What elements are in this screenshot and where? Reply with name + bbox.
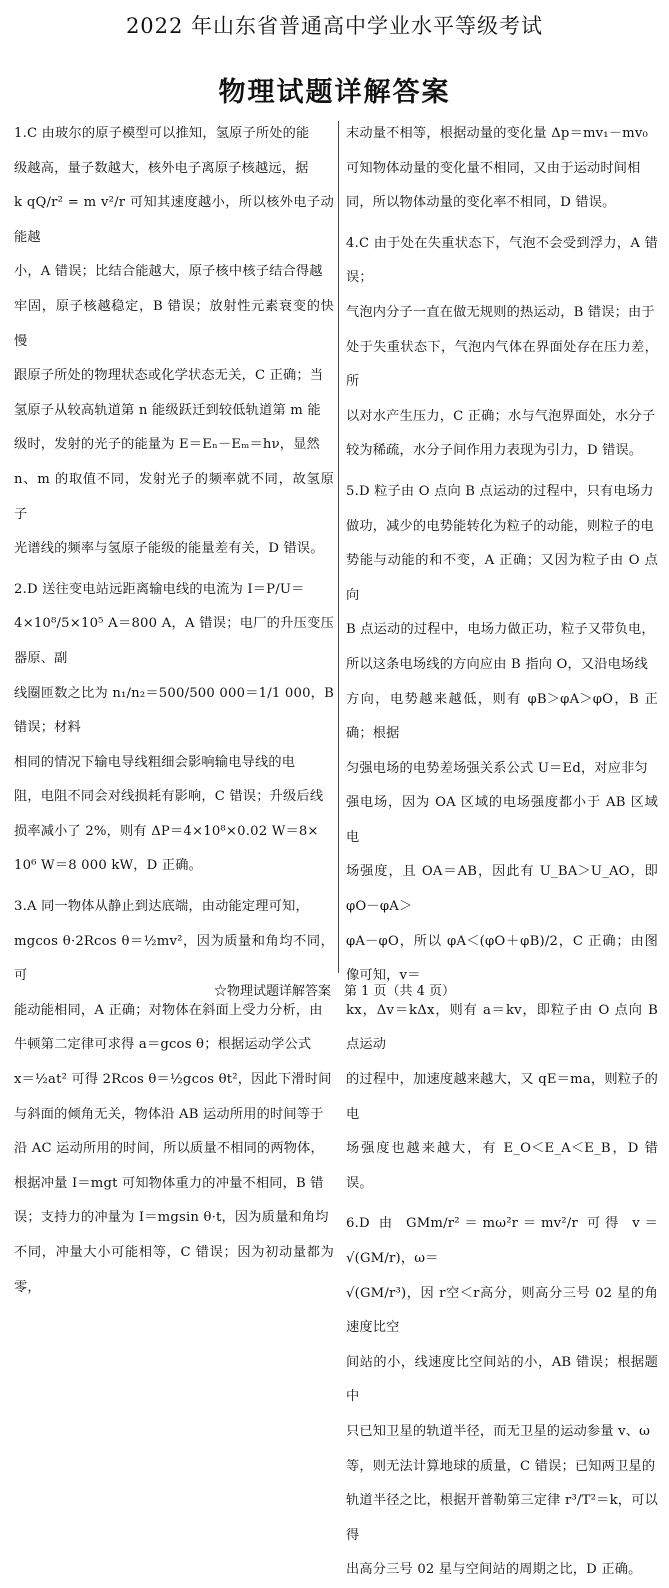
answer-line: k qQ/r² = m v²/r 可知其速度越小，所以核外电子动能越 bbox=[14, 195, 334, 245]
answer-line: mgcos θ·2Rcos θ＝½mv²，因为质量和角均不同，可 bbox=[14, 933, 334, 984]
answer-line: 间站的小，线速度比空间站的小，AB 错误；根据题中 bbox=[346, 1354, 658, 1405]
answer-line: 等，则无法计算地球的质量，C 错误；已知两卫星的 bbox=[346, 1458, 656, 1474]
answer-line: n、m 的取值不同，发射光子的频率就不同，故氢原子 bbox=[14, 471, 334, 522]
answer-line: √(GM/r³)，因 r空＜r高分，则高分三号 02 星的角速度比空 bbox=[346, 1285, 658, 1336]
answer-line: 线圈匝数之比为 n₁/n₂＝500/500 000＝1/1 000，B 错误；材料 bbox=[14, 685, 334, 736]
answer-line: kx，Δv＝kΔx，则有 a＝kv，即粒子由 O 点向 B 点运动 bbox=[346, 1002, 658, 1053]
left-column bbox=[14, 117, 334, 1305]
answer-line: 阻，电阻不同会对线损耗有影响，C 错误；升级后线 bbox=[14, 789, 324, 805]
answer-line: 牛顿第二定律可求得 a＝gcos θ；根据运动学公式 bbox=[14, 1037, 312, 1053]
answer-line: 的过程中，加速度越来越大，又 qE＝ma，则粒子的电 bbox=[346, 1072, 658, 1122]
answer-line: 所以这条电场线的方向应由 B 指向 O，又沿电场线 bbox=[346, 656, 648, 672]
exam-title: 2022 年山东省普通高中学业水平等级考试 bbox=[125, 14, 544, 38]
answer-line: 可知物体动量的变化量不相同，又由于运动时间相 bbox=[346, 160, 641, 176]
answer-line: 只已知卫星的轨道半径，而无卫星的运动参量 v、ω bbox=[346, 1423, 651, 1439]
answer-line: 场强度，且 OA＝AB，因此有 U_BA＞U_AO，即 φO－φA＞ bbox=[346, 864, 658, 915]
answer-line: 强电场，因为 OA 区域的电场强度都小于 AB 区域电 bbox=[346, 795, 658, 845]
answer-line: 4×10⁸/5×10⁵ A＝800 A，A 错误；电厂的升压变压器原、副 bbox=[14, 616, 334, 666]
answer-line: 小，A 错误；比结合能越大，原子核中核子结合得越 bbox=[14, 264, 323, 280]
answer-line: 与斜面的倾角无关，物体沿 AB 运动所用的时间等于 bbox=[14, 1106, 324, 1122]
answer-line: 匀强电场的电势差场强关系公式 U＝Ed，对应非匀 bbox=[346, 760, 648, 776]
answer-line: B 点运动的过程中，电场力做正功，粒子又带负电， bbox=[346, 622, 655, 638]
answer-line: 2.D 送往变电站远距离输电线的电流为 I＝P/U＝ bbox=[14, 581, 305, 597]
answer-line: 势能与动能的和不变，A 正确；又因为粒子由 O 点向 bbox=[346, 553, 658, 603]
answer-line: 场强度也越来越大，有 E_O＜E_A＜E_B，D 错误。 bbox=[346, 1141, 658, 1191]
answer-line: 3.A 同一物体从静止到达底端，由动能定理可知， bbox=[14, 899, 309, 915]
answer-line: 末动量不相等，根据动量的变化量 Δp＝mv₁－mv₀ bbox=[346, 126, 649, 141]
answer-line: 轨道半径之比，根据开普勒第三定律 r³/T²＝k，可以得 bbox=[346, 1493, 658, 1543]
answer-line: 出高分三号 02 星与空间站的周期之比，D 正确。 bbox=[346, 1562, 642, 1578]
right-column bbox=[346, 117, 658, 1588]
answer-line: 做功，减少的电势能转化为粒子的动能，则粒子的电 bbox=[346, 518, 654, 534]
answer-line: 能动能相同，A 正确；对物体在斜面上受力分析，由 bbox=[14, 1002, 323, 1018]
answer-line: 5.D 粒子由 O 点向 B 点运动的过程中，只有电场力 bbox=[346, 483, 654, 499]
answer-line: 以对水产生压力，C 正确；水与气泡界面处，水分子 bbox=[346, 408, 656, 424]
document-title: 物理试题详解答案 bbox=[218, 77, 451, 108]
answer-line: 级时，发射的光子的能量为 E＝Eₙ－Eₘ＝hν，显然 bbox=[14, 437, 320, 453]
answer-line: 不同，冲量大小可能相等，C 错误；因为初动量都为零， bbox=[14, 1245, 334, 1295]
answer-line: 方向，电势越来越低，则有 φB＞φA＞φO，B 正确；根据 bbox=[346, 691, 658, 742]
answer-line: 4.C 由于处在失重状态下，气泡不会受到浮力，A 错误； bbox=[346, 235, 658, 286]
answer-line: 气泡内分子一直在做无规则的热运动，B 错误；由于 bbox=[346, 304, 655, 320]
answer-line: 损率减小了 2%，则有 ΔP＝4×10⁸×0.02 W＝8× bbox=[14, 823, 319, 839]
answer-line: 10⁶ W＝8 000 kW，D 正确。 bbox=[14, 858, 203, 874]
answer-line: 相同的情况下输电导线粗细会影响输电导线的电 bbox=[14, 754, 296, 770]
answer-line: 跟原子所处的物理状态或化学状态无关，C 正确；当 bbox=[14, 368, 324, 384]
answer-line: 同，所以物体动量的变化率不相同，D 错误。 bbox=[346, 195, 616, 211]
answer-line: x＝½at² 可得 2Rcos θ＝½gcos θt²，因此下滑时间 bbox=[14, 1072, 332, 1088]
answer-line: 光谱线的频率与氢原子能级的能量差有关，D 错误。 bbox=[14, 541, 324, 557]
answer-line: 6.D 由 GMm/r²＝mω²r＝mv²/r 可得 v＝√(GM/r)，ω＝ bbox=[346, 1216, 658, 1266]
answer-line: 级越高，量子数越大，核外电子离原子核越远，据 bbox=[14, 160, 309, 176]
answer-line: 根据冲量 I＝mgt 可知物体重力的冲量不相同，B 错 bbox=[14, 1175, 324, 1191]
answer-line: 误；支持力的冲量为 I＝mgsin θ·t，因为质量和角均 bbox=[14, 1210, 329, 1226]
answer-line: 处于失重状态下，气泡内气体在界面处存在压力差，所 bbox=[346, 339, 658, 390]
answer-line: 较为稀疏，水分子间作用力表现为引力，D 错误。 bbox=[346, 443, 643, 459]
page-footer: ☆物理试题详解答案 第 1 页（共 4 页） bbox=[213, 984, 456, 999]
answer-line: 1.C 由玻尔的原子模型可以推知，氢原子所处的能 bbox=[14, 126, 310, 141]
answer-line: φA－φO，所以 φA＜(φO＋φB)/2，C 正确；由图像可知，v＝ bbox=[346, 933, 658, 984]
answer-line: 氢原子从较高轨道第 n 能级跃迁到较低轨道第 m 能 bbox=[14, 402, 321, 418]
answer-line: 沿 AC 运动所用的时间，所以质量不相同的两物体， bbox=[14, 1141, 324, 1157]
answer-line: 牢固，原子核越稳定，B 错误；放射性元素衰变的快慢 bbox=[14, 298, 334, 349]
column-divider bbox=[338, 121, 339, 973]
